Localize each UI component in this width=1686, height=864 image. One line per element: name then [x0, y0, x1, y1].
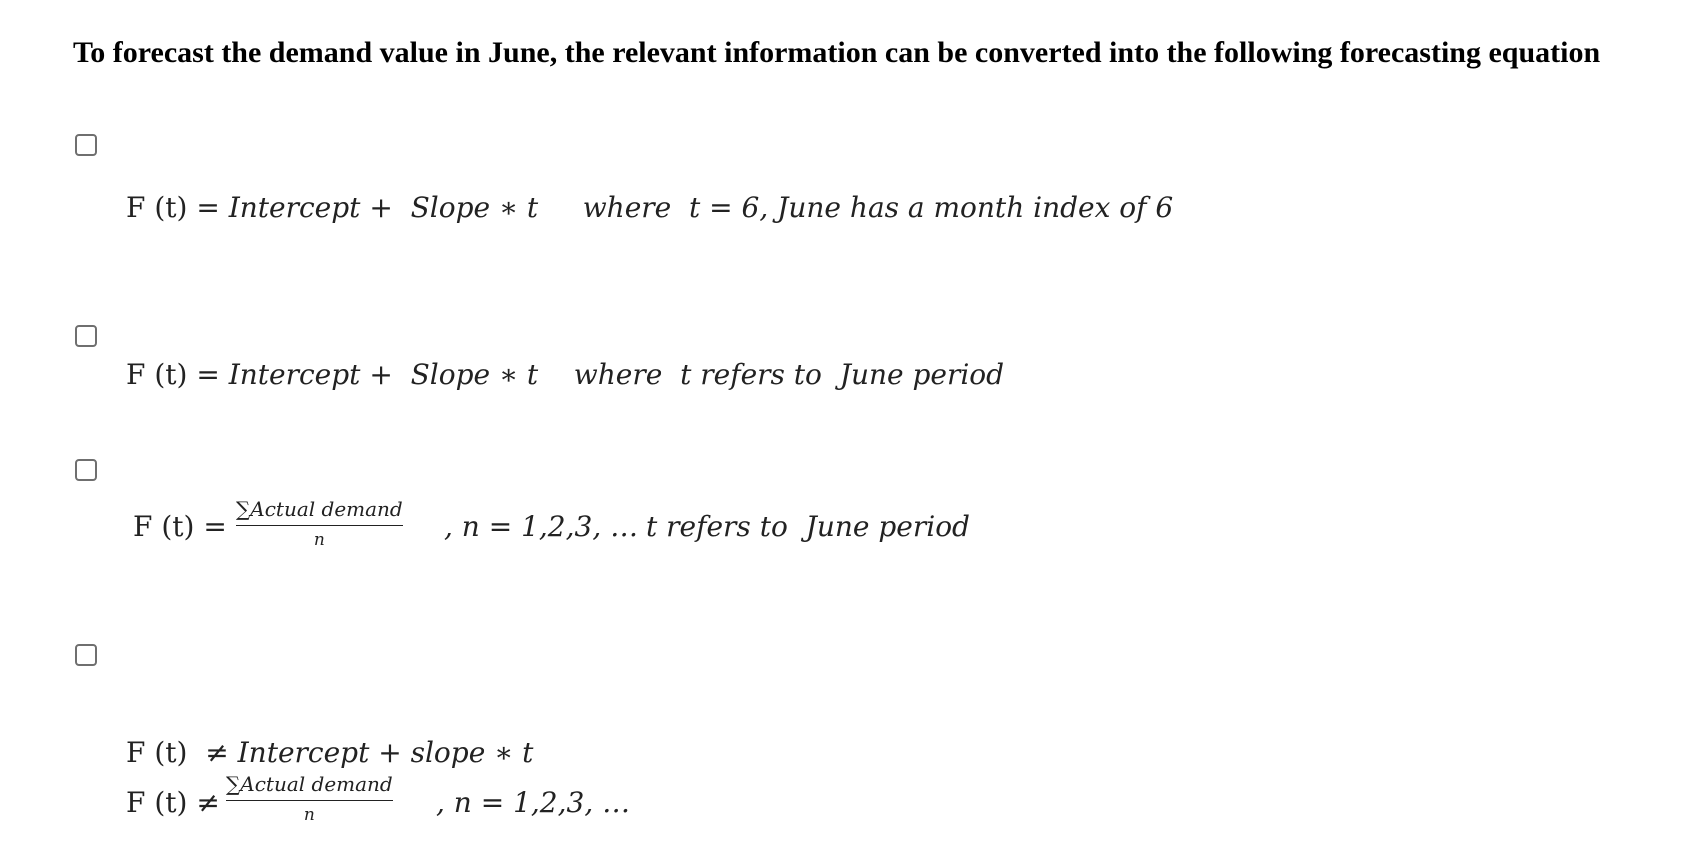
option-3-index-range: , n = 1,2,3, …	[444, 510, 639, 543]
option-4-checkbox[interactable]	[75, 644, 97, 666]
option-3-fraction	[236, 497, 403, 550]
option-2-condition: where t refers to June period	[573, 358, 1005, 391]
question-text: To forecast the demand value in June, the relevant information can be converted into the following forecasting equation	[73, 36, 1601, 69]
option-2-checkbox[interactable]	[75, 325, 97, 347]
option-2-expr: Intercept + Slope ∗ t	[228, 358, 539, 391]
option-4-fraction	[226, 772, 393, 825]
option-1-equation	[126, 191, 1174, 224]
option-3-denominator: n	[313, 530, 325, 550]
option-3-checkbox[interactable]	[75, 459, 97, 481]
option-3-lhs: F (t) =	[133, 510, 227, 543]
option-4-line-1-lhs: F (t) ≠	[126, 736, 238, 769]
option-2-equation	[126, 358, 1005, 391]
option-1-condition: where t = 6, June has a month index of 6	[582, 191, 1174, 224]
option-4-denominator: n	[303, 805, 315, 825]
option-1-expr: Intercept + Slope ∗ t	[228, 191, 539, 224]
option-4-line-1-expr: Intercept + slope ∗ t	[237, 736, 534, 769]
option-3-numerator: ∑Actual demand	[236, 497, 403, 526]
option-1-lhs: F (t) =	[126, 191, 229, 224]
option-4-index-range: , n = 1,2,3, …	[436, 786, 631, 819]
option-4-numerator: ∑Actual demand	[226, 772, 393, 801]
option-1-checkbox[interactable]	[75, 134, 97, 156]
option-4-line-2-lhs: F (t) ≠	[126, 786, 220, 819]
option-2-lhs: F (t) =	[126, 358, 229, 391]
option-4-line-1	[126, 736, 534, 769]
option-3-condition: t refers to June period	[646, 510, 970, 543]
